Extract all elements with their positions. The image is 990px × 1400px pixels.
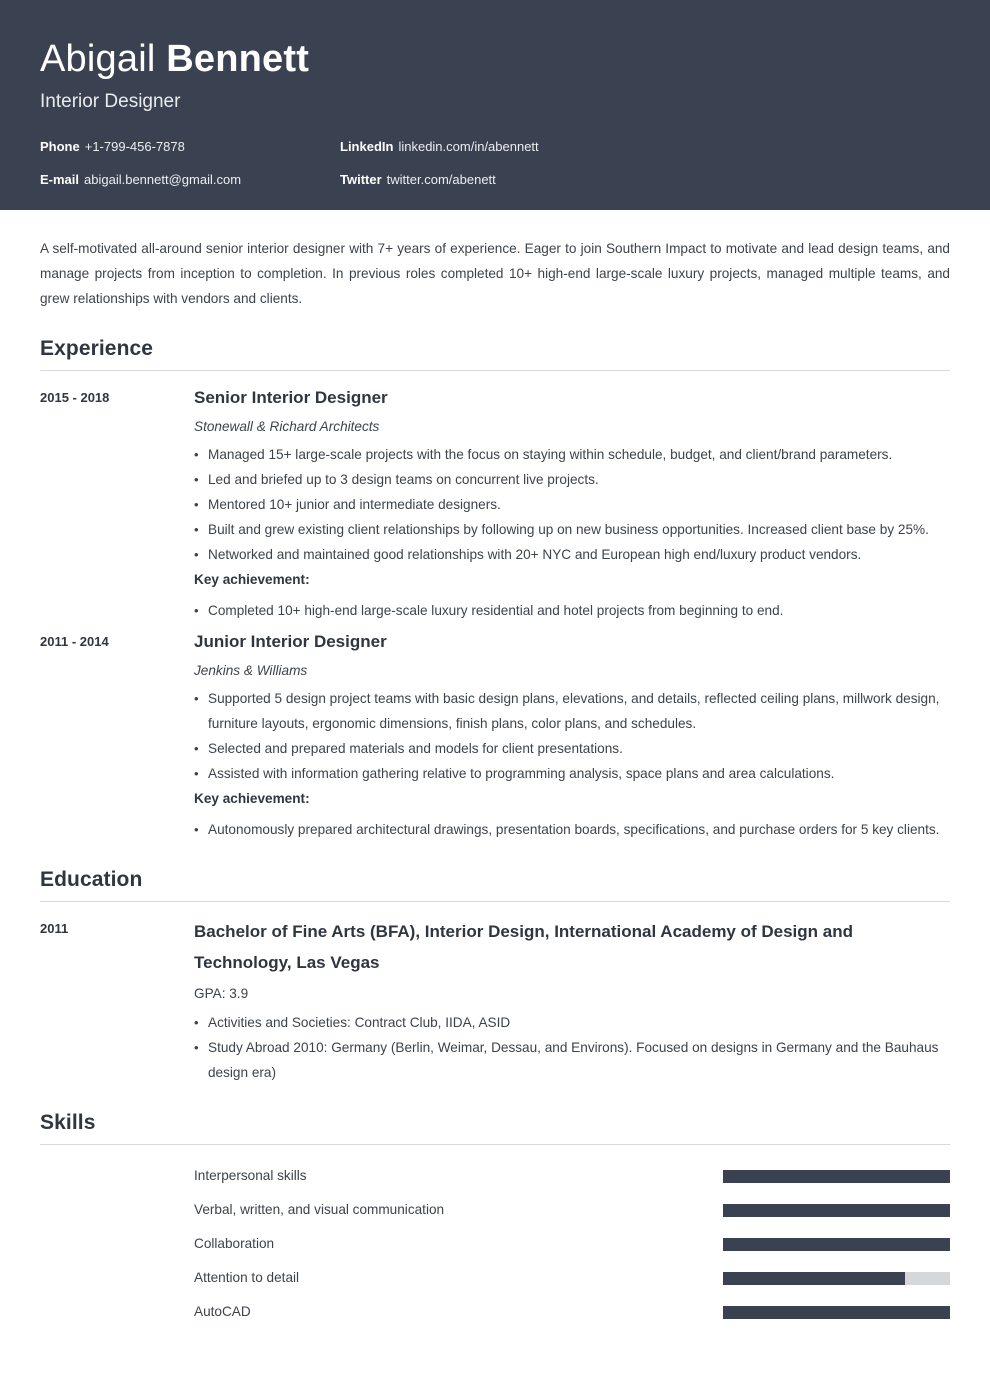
- skill-row: [40, 1227, 950, 1261]
- skill-level-bar: [723, 1238, 950, 1251]
- key-achievement-label: Key achievement:: [194, 791, 310, 806]
- candidate-job-title: Interior Designer: [40, 91, 181, 112]
- list-item: • Autonomously prepared architectural drawings, presentation boards, specifications, and purchase orders for 5 key clients.: [194, 817, 950, 842]
- list-item: • Selected and prepared materials and models for client presentations.: [194, 736, 950, 761]
- key-achievement-list: [194, 598, 950, 623]
- skill-row: [40, 1295, 950, 1329]
- experience-date: 2011 - 2014: [40, 634, 109, 649]
- experience-entry: [40, 629, 950, 842]
- skill-level-fill: [723, 1272, 905, 1285]
- section-divider-skills: [40, 1144, 950, 1145]
- skill-name: Interpersonal skills: [194, 1168, 307, 1183]
- skill-name: Attention to detail: [194, 1270, 300, 1285]
- experience-entry: [40, 385, 950, 623]
- skill-level-bar: [723, 1272, 950, 1285]
- list-item: • Assisted with information gathering relative to programming analysis, space plans and area calculations.: [194, 761, 950, 786]
- resume-body: [0, 236, 990, 1329]
- contact-item-linkedin[interactable]: [340, 138, 640, 155]
- candidate-given-name: Abigail: [40, 38, 156, 80]
- education-gpa: GPA: 3.9: [194, 986, 249, 1001]
- contact-list: [40, 138, 640, 204]
- experience-details: [194, 385, 950, 623]
- contact-label-email: E-mail: [40, 172, 80, 187]
- section-education: [40, 868, 950, 1085]
- skill-row: [40, 1261, 950, 1295]
- list-item: • Managed 15+ large-scale projects with the focus on staying within schedule, budget, and client/brand parameters.: [194, 442, 950, 467]
- contact-label-linkedin: LinkedIn: [340, 139, 394, 154]
- experience-role: Junior Interior Designer: [194, 632, 387, 651]
- contact-item-twitter[interactable]: [340, 171, 640, 188]
- education-degree: Bachelor of Fine Arts (BFA), Interior Design, International Academy of Design and Technology, Las Vegas: [194, 922, 853, 972]
- education-entry: [40, 916, 950, 1085]
- experience-company: Jenkins & Williams: [194, 663, 308, 678]
- resume-header: [0, 0, 990, 210]
- experience-bullet-list: [194, 686, 950, 786]
- section-title-skills: Skills: [40, 1111, 96, 1134]
- list-item: • Study Abroad 2010: Germany (Berlin, Weimar, Dessau, and Environs). Focused on designs in Germany and the Bauhaus design era): [194, 1035, 950, 1085]
- skill-level-bar: [723, 1306, 950, 1319]
- section-skills: [40, 1111, 950, 1329]
- contact-value-phone: +1-799-456-7878: [84, 139, 185, 154]
- section-experience: [40, 337, 950, 842]
- experience-details: [194, 629, 950, 842]
- experience-bullet-list: [194, 442, 950, 567]
- key-achievement-label: Key achievement:: [194, 572, 310, 587]
- section-divider-education: [40, 901, 950, 902]
- skill-row: [40, 1193, 950, 1227]
- list-item: • Activities and Societies: Contract Club, IIDA, ASID: [194, 1010, 950, 1035]
- experience-company: Stonewall & Richard Architects: [194, 419, 380, 434]
- candidate-family-name: Bennett: [166, 38, 310, 80]
- section-title-education: Education: [40, 868, 143, 891]
- contact-value-twitter[interactable]: twitter.com/abenett: [386, 172, 496, 187]
- skills-list: [40, 1159, 950, 1329]
- skill-level-fill: [723, 1170, 950, 1183]
- skill-name: Verbal, written, and visual communication: [194, 1202, 445, 1217]
- list-item: • Built and grew existing client relationships by following up on new business opportunities. Increased client base by 25%.: [194, 517, 950, 542]
- skill-name: Collaboration: [194, 1236, 275, 1251]
- contact-label-phone: Phone: [40, 139, 80, 154]
- skill-level-fill: [723, 1306, 950, 1319]
- list-item: • Completed 10+ high-end large-scale luxury residential and hotel projects from beginning to end.: [194, 598, 950, 623]
- section-title-experience: Experience: [40, 337, 154, 360]
- contact-value-email[interactable]: abigail.bennett@gmail.com: [84, 172, 242, 187]
- list-item: • Mentored 10+ junior and intermediate designers.: [194, 492, 950, 517]
- contact-item-email[interactable]: [40, 171, 340, 188]
- education-date: 2011: [40, 921, 69, 936]
- contact-item-phone: [40, 138, 340, 155]
- contact-label-twitter: Twitter: [340, 172, 382, 187]
- skill-name: AutoCAD: [194, 1304, 251, 1319]
- experience-date: 2015 - 2018: [40, 390, 110, 405]
- list-item: • Networked and maintained good relationships with 20+ NYC and European high end/luxury product vendors.: [194, 542, 950, 567]
- education-details: [194, 916, 950, 1085]
- list-item: • Supported 5 design project teams with basic design plans, elevations, and details, reflected ceiling plans, millwork design, furniture layouts, ergonomic dimensions, finish plans, color plans, and schedules.: [194, 686, 950, 736]
- skill-level-bar: [723, 1170, 950, 1183]
- skill-level-bar: [723, 1204, 950, 1217]
- key-achievement-list: [194, 817, 950, 842]
- list-item: • Led and briefed up to 3 design teams on concurrent live projects.: [194, 467, 950, 492]
- candidate-name: [40, 36, 950, 82]
- section-divider-experience: [40, 370, 950, 371]
- professional-summary: A self-motivated all-around senior interior designer with 7+ years of experience. Eager to join Southern Impact to motivate and lead design teams, and manage projects from inception to completion. In previous roles completed 10+ high-end large-scale luxury projects, managed multiple teams, and grew relationships with vendors and clients.: [40, 241, 950, 306]
- skill-level-fill: [723, 1204, 950, 1217]
- skill-row: [40, 1159, 950, 1193]
- education-bullet-list: [194, 1010, 950, 1085]
- contact-value-linkedin[interactable]: linkedin.com/in/abennett: [398, 139, 539, 154]
- skill-level-fill: [723, 1238, 950, 1251]
- experience-role: Senior Interior Designer: [194, 388, 388, 407]
